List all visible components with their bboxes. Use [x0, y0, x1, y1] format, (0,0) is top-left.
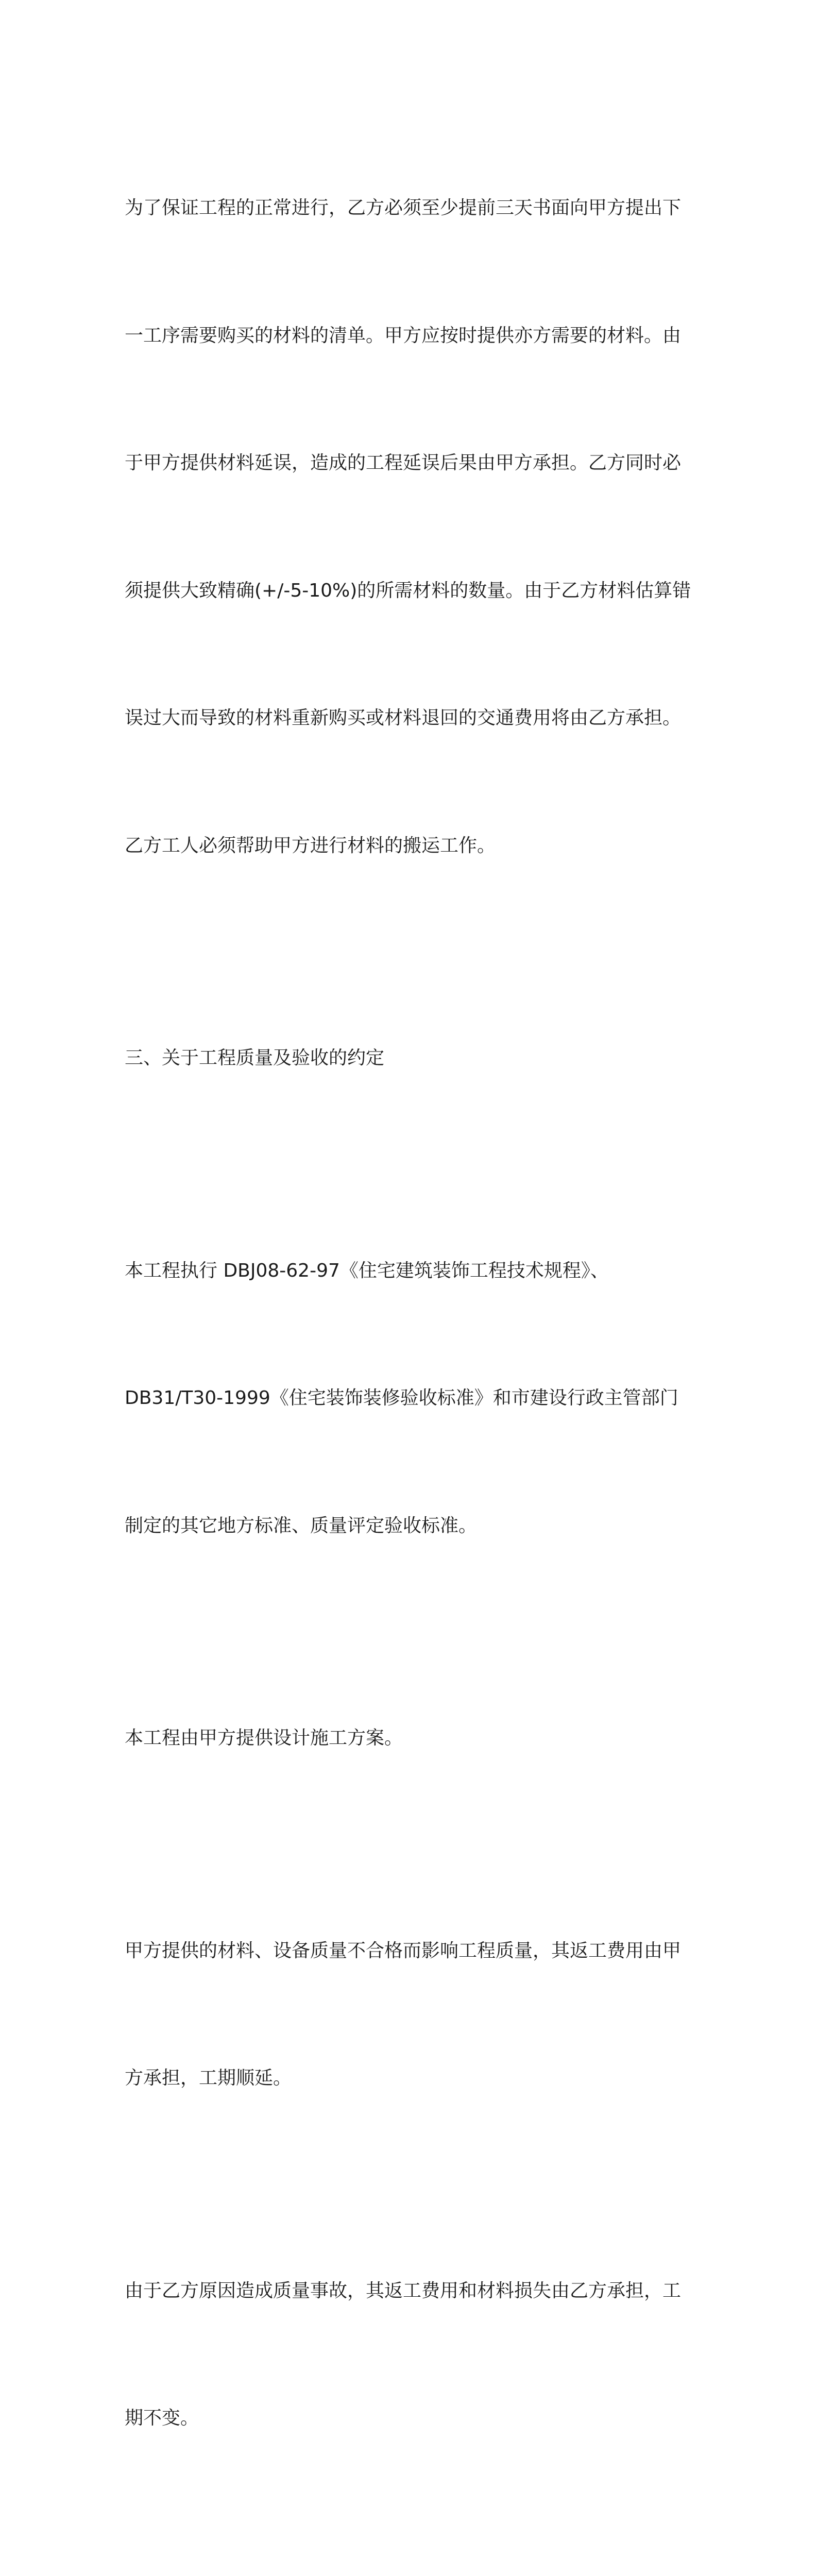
document-page [0, 0, 817, 1156]
text-line: 三、关于工程质量及验收的约定 [125, 1037, 696, 1080]
text-line: 误过大而导致的材料重新购买或材料退回的交通费用将由乙方承担。 [125, 697, 696, 740]
text-line: DB31/T30-1999《住宅装饰装修验收标准》和市建设行政主管部门 [125, 1377, 696, 1420]
text-line: 制定的其它地方标准、质量评定验收标准。 [125, 1505, 696, 1548]
paragraph-design-plan [125, 1632, 696, 1845]
text-line: 由于乙方原因造成质量事故，其返工费用和材料损失由乙方承担，工 [125, 2270, 696, 2313]
document-body [125, 102, 696, 2576]
text-line: 须提供大致精确(+/-5-10%)的所需材料的数量。由于乙方材料估算错 [125, 570, 696, 613]
text-line: 甲方提供的材料、设备质量不合格而影响工程质量，其返工费用由甲 [125, 1930, 696, 1973]
paragraph-standards [125, 1165, 696, 1633]
text-line: 方承担，工期顺延。 [125, 2057, 696, 2100]
text-line: 于甲方提供材料延误，造成的工程延误后果由甲方承担。乙方同时必 [125, 442, 696, 485]
paragraph-material-list [125, 102, 696, 952]
text-line: 一工序需要购买的材料的清单。甲方应按时提供亦方需要的材料。由 [125, 315, 696, 358]
text-line: 为了保证工程的正常进行，乙方必须至少提前三天书面向甲方提出下 [125, 187, 696, 230]
paragraph-party-a-materials [125, 1845, 696, 2185]
text-line: 本工程执行 DBJ08-62-97《住宅建筑装饰工程技术规程》、 [125, 1250, 696, 1293]
paragraph-party-b-accident [125, 2185, 696, 2525]
section-heading-quality [125, 952, 696, 1165]
paragraph-design-changes [125, 2525, 696, 2576]
text-line: 乙方工人必须帮助甲方进行材料的搬运工作。 [125, 825, 696, 868]
text-line: 本工程由甲方提供设计施工方案。 [125, 1717, 696, 1760]
text-line: 期不变。 [125, 2397, 696, 2440]
